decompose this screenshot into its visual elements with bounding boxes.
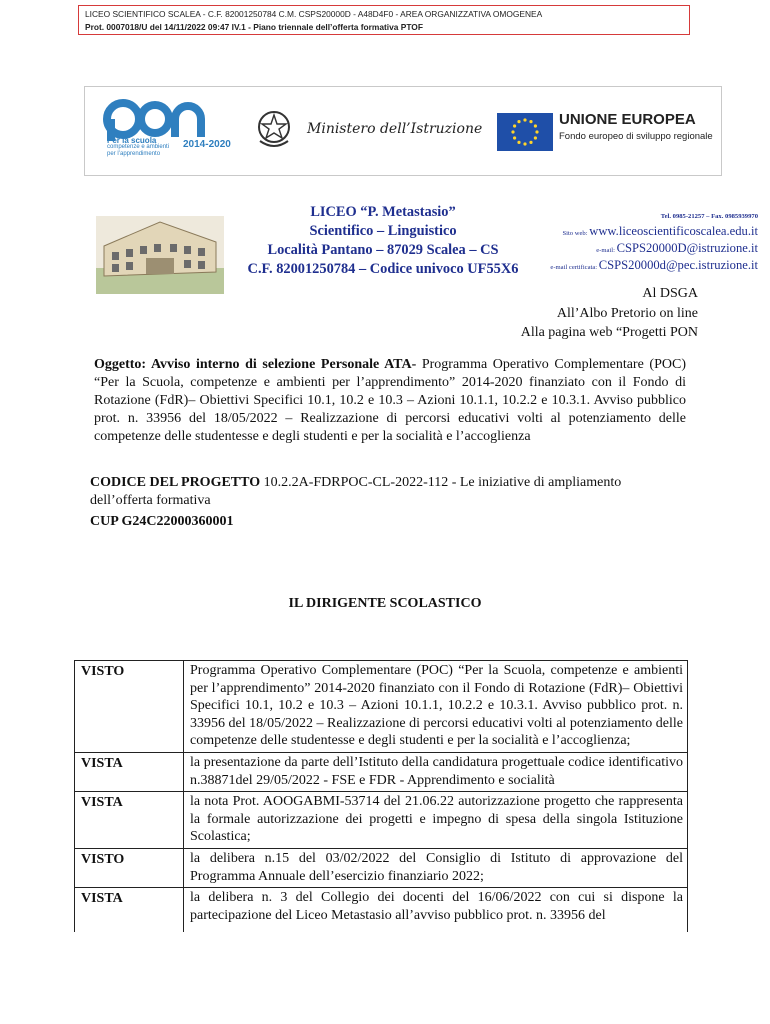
cup-code: CUP G24C22000360001 xyxy=(90,514,234,529)
table-row xyxy=(75,752,688,791)
eu-subtitle: Fondo europeo di sviluppo regionale xyxy=(559,131,713,142)
recipient-1: Al DSGA xyxy=(642,286,698,301)
subject-text: Programma Operativo Complementare (POC) “Per la Scuola, competenze e ambienti per l’apprendimento” 2014-2020 finanziato con il Fondo di Rotazione (FdR)– Obiettivi Specifici 10.1, 10.2 e 10.3 – Azioni 10.1.1, 10.2.2 e 10.3.1. Avviso pubblico prot. n. 33956 del 18/05/2022 – Realizzazione di percorsi educativi volti al potenziamento delle competenze delle studentesse e degli studenti e per la socialità e l’accoglienza xyxy=(94,357,686,444)
school-building-image xyxy=(96,216,224,294)
email-link[interactable]: CSPS20000D@istruzione.it xyxy=(616,241,758,255)
subject-label: Oggetto: Avviso interno di selezione Personale ATA- xyxy=(94,357,417,372)
pon-years: 2014-2020 xyxy=(183,139,231,150)
pon-caption-line-3: per l’apprendimento xyxy=(107,151,161,157)
school-type: Scientifico – Linguistico xyxy=(309,223,457,239)
row-key: VISTA xyxy=(75,888,184,933)
phone-fax: Tel. 0985-21257 – Fax. 0985939970 xyxy=(660,213,758,220)
school-codes: C.F. 82001250784 – Codice univoco UF55X6 xyxy=(247,261,519,277)
eu-flag-icon xyxy=(497,113,553,151)
subject-paragraph xyxy=(94,356,686,446)
pec-link[interactable]: CSPS20000d@pec.istruzione.it xyxy=(598,258,758,272)
dirigente-heading: IL DIRIGENTE SCOLASTICO xyxy=(288,596,482,611)
row-text: la nota Prot. AOOGABMI-53714 del 21.06.22 autorizzazione progetto che rappresenta la formale autorizzazione dei progetti e impegno di spesa della singola Istituzione Scolastica; xyxy=(184,792,688,849)
recipient-2: All’Albo Pretorio on line xyxy=(556,305,698,321)
project-code-paragraph xyxy=(90,474,686,510)
logo-banner xyxy=(84,86,722,176)
row-text: la presentazione da parte dell’Istituto della candidatura progettuale codice identificativo n.38871del 29/05/2022 - FSE e FDR - Apprendimento e socialità xyxy=(184,752,688,791)
recipient-3: Alla pagina web “Progetti PON xyxy=(520,325,698,340)
pec-label: e-mail certificata: xyxy=(550,264,598,271)
row-key: VISTA xyxy=(75,792,184,849)
row-key: VISTA xyxy=(75,752,184,791)
table-row xyxy=(75,661,688,753)
pon-caption-line-1: Per la scuola xyxy=(107,136,157,145)
school-name: LICEO “P. Metastasio” xyxy=(310,204,456,220)
republic-emblem-icon xyxy=(255,107,293,149)
stamp-line-2: Prot. 0007018/U del 14/11/2022 09:47 IV.1 - Piano triennale dell’offerta formativa PTOF xyxy=(85,22,423,32)
row-text: la delibera n. 3 del Collegio dei docenti del 16/06/2022 con cui si dispone la partecipazione del Liceo Metastasio all’avviso pubblico prot. n. 33956 del xyxy=(184,888,688,933)
table-row xyxy=(75,792,688,849)
considerations-table xyxy=(74,660,688,932)
pon-caption-line-2: competenze e ambienti xyxy=(107,144,170,150)
school-contacts xyxy=(532,210,758,275)
eu-title: UNIONE EUROPEA xyxy=(559,111,696,128)
school-heading xyxy=(230,203,536,279)
project-code-text: 10.2.2A-FDRPOC-CL-2022-112 - Le iniziative di ampliamento dell’offerta formativa xyxy=(90,475,622,508)
protocol-stamp xyxy=(78,5,690,35)
row-text: la delibera n.15 del 03/02/2022 del Consiglio di Istituto di approvazione del Programma Annuale dell’esercizio finanziario 2022; xyxy=(184,848,688,887)
recipients xyxy=(521,284,698,343)
row-key: VISTO xyxy=(75,661,184,753)
table-row xyxy=(75,888,688,933)
site-label: Sito web: xyxy=(562,230,588,237)
school-address: Località Pantano – 87029 Scalea – CS xyxy=(267,242,499,258)
stamp-line-1: LICEO SCIENTIFICO SCALEA - C.F. 82001250784 C.M. CSPS20000D - A48D4F0 - AREA ORGANIZZATIVA OMOGENEA xyxy=(85,9,543,19)
row-key: VISTO xyxy=(75,848,184,887)
pon-caption xyxy=(107,137,169,158)
row-text: Programma Operativo Complementare (POC) “Per la Scuola, competenze e ambienti per l’apprendimento” 2014-2020 finanziato con il Fondo di Rotazione (FdR)– Obiettivi Specifici 10.1, 10.2 e 10.3 – Azioni 10.1.1, 10.2.2 e 10.3.1. Avviso pubblico prot. n. 33956 del 18/05/2022 – Realizzazione di percorsi educativi volti al potenziamento delle competenze delle studentesse e degli studenti e per la socialità e l’accoglienza; xyxy=(184,661,688,753)
email-label: e-mail: xyxy=(596,247,615,254)
table-row xyxy=(75,848,688,887)
project-code-label: CODICE DEL PROGETTO xyxy=(90,475,261,490)
ministry-name: Ministero dell’Istruzione xyxy=(307,121,483,137)
site-link[interactable]: www.liceoscientificoscalea.edu.it xyxy=(589,224,758,238)
